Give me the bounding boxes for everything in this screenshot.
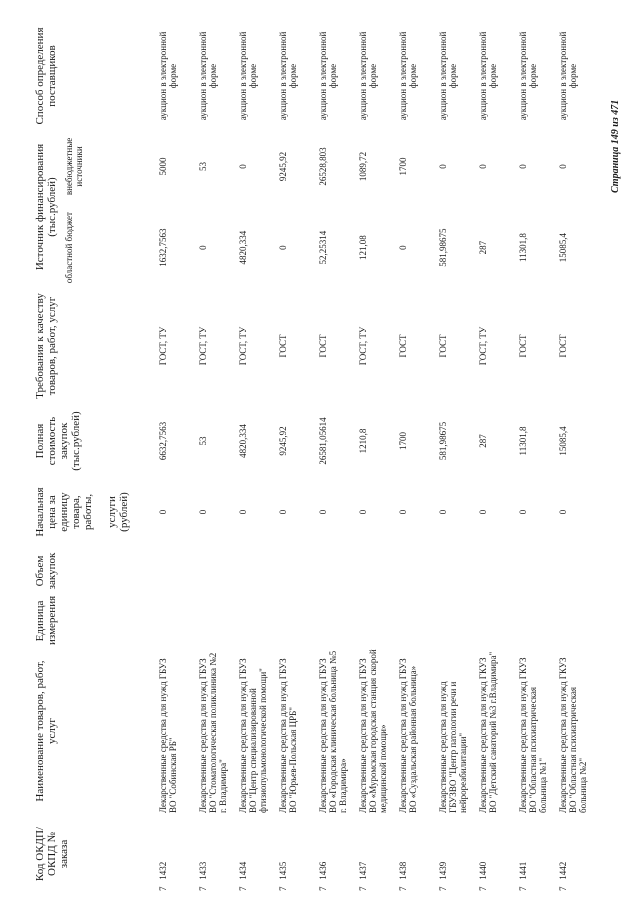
- cell-source: [438, 127, 478, 287]
- cell-requirements: ГОСТ: [398, 334, 408, 358]
- cell-method: аукцион в электронной форме: [518, 31, 538, 121]
- cell-source: [398, 127, 438, 287]
- cell-price: 0: [238, 509, 248, 515]
- cell-name: Лекарственные средства для нужд ГБУЗ ВО "Центр специализированной фтизиопульмонологической помощи": [238, 658, 268, 813]
- cell-total: 6632,7563: [158, 421, 168, 461]
- cell-unit: [478, 595, 518, 647]
- cell-code: 7 1441: [518, 861, 528, 891]
- cell-requirements: ГОСТ: [278, 334, 288, 358]
- table-row: [198, 25, 238, 893]
- cell-source: [518, 127, 558, 287]
- cell-method: аукцион в электронной форме: [238, 31, 258, 121]
- table-body: [158, 25, 598, 893]
- header-requirements: Требования к качеству товаров, работ, услуг: [34, 293, 58, 399]
- cell-regional: 15085,4: [558, 232, 568, 263]
- cell-extra: 0: [518, 164, 528, 169]
- cell-method: аукцион в электронной форме: [438, 31, 458, 121]
- cell-source: [238, 127, 278, 287]
- cell-code: 7 1437: [358, 861, 368, 891]
- cell-price: 0: [278, 509, 288, 515]
- cell-method: аукцион в электронной форме: [478, 31, 498, 121]
- cell-name: Лекарственные средства для нужд ГБУЗВО "Центр патологии речи и нейрореабилитации": [438, 681, 468, 813]
- cell-total: 9245,92: [278, 426, 288, 456]
- cell-regional: 287: [478, 240, 488, 255]
- cell-name: Лекарственные средства для нужд ГБУЗ ВО "Стоматологическая поликлиника №2 г. Владимира": [198, 652, 228, 813]
- cell-unit: [278, 595, 318, 647]
- cell-code: 7 1434: [238, 861, 248, 891]
- cell-code: 7 1435: [278, 861, 288, 891]
- cell-name: Лекарственные средства для нужд ГБУЗ ВО «Городская клиническая больница №5 г. Владимира»: [318, 650, 348, 813]
- cell-extra: 53: [198, 161, 208, 171]
- cell-total: 581,98675: [438, 421, 448, 461]
- cell-code: 7 1433: [198, 861, 208, 891]
- table-row: [438, 25, 478, 893]
- cell-price: 0: [398, 509, 408, 515]
- page-footer: Страница 149 из 471: [610, 99, 621, 193]
- header-source-sub: [64, 129, 84, 285]
- cell-volume: [558, 547, 598, 595]
- cell-volume: [398, 547, 438, 595]
- cell-regional: 581,98675: [438, 228, 448, 267]
- cell-extra: 26528,803: [318, 147, 328, 186]
- cell-method: аукцион в электронной форме: [318, 31, 338, 121]
- cell-total: 287: [478, 434, 488, 448]
- header-volume: Объем закупок: [34, 552, 58, 590]
- cell-name: Лекарственные средства для нужд ГБУЗ ВО "Юрьев-Польская ЦРБ": [278, 658, 298, 813]
- header-source-label: Источник финансирования (тыс.рублей): [34, 143, 58, 271]
- cell-code: 7 1436: [318, 861, 328, 891]
- cell-volume: [238, 547, 278, 595]
- cell-source: [558, 127, 598, 287]
- cell-source: [198, 127, 238, 287]
- cell-unit: [438, 595, 478, 647]
- cell-extra: 1700: [398, 157, 408, 176]
- cell-regional: 11301,8: [518, 233, 528, 263]
- cell-method: аукцион в электронной форме: [398, 31, 418, 121]
- cell-source: [278, 127, 318, 287]
- cell-method: аукцион в электронной форме: [558, 31, 578, 121]
- table-row: [478, 25, 518, 893]
- cell-requirements: ГОСТ: [518, 334, 528, 358]
- cell-volume: [158, 547, 198, 595]
- cell-regional: 1632,7563: [158, 228, 168, 267]
- cell-price: 0: [158, 509, 168, 515]
- cell-unit: [518, 595, 558, 647]
- cell-requirements: ГОСТ: [558, 334, 568, 358]
- cell-code: 7 1432: [158, 861, 168, 891]
- header-name: Наименование товаров, работ, услуг: [34, 660, 58, 802]
- cell-price: 0: [198, 509, 208, 515]
- cell-method: аукцион в электронной форме: [358, 31, 378, 121]
- cell-volume: [278, 547, 318, 595]
- cell-method: аукцион в электронной форме: [158, 31, 178, 121]
- cell-total: 53: [198, 436, 208, 446]
- cell-method: аукцион в электронной форме: [198, 31, 218, 121]
- header-source-regional: областной бюджет: [64, 212, 74, 284]
- cell-unit: [158, 595, 198, 647]
- cell-unit: [398, 595, 438, 647]
- cell-total: 15085,4: [558, 426, 568, 456]
- header-method: Способ определения поставщиков: [34, 27, 58, 125]
- cell-unit: [318, 595, 358, 647]
- header-unit: Единица измерения: [34, 595, 58, 645]
- table-row: [518, 25, 558, 893]
- cell-name: Лекарственные средства для нужд ГБУЗ ВО «Муромская городская станция скорой медицинской помощи»: [358, 649, 388, 813]
- cell-source: [358, 127, 398, 287]
- cell-requirements: ГОСТ: [318, 334, 328, 358]
- cell-regional: 0: [398, 245, 408, 250]
- cell-regional: 121,08: [358, 235, 368, 260]
- cell-code: 7 1440: [478, 861, 488, 891]
- header-price-label: Начальная цена за единицу товара, работы,: [34, 487, 94, 537]
- cell-extra: 0: [478, 164, 488, 169]
- cell-extra: 0: [238, 164, 248, 169]
- cell-code: 7 1438: [398, 861, 408, 891]
- cell-regional: 0: [278, 245, 288, 250]
- cell-total: 26581,05614: [318, 417, 328, 465]
- cell-source: [478, 127, 518, 287]
- cell-price: 0: [518, 509, 528, 515]
- table-row: [398, 25, 438, 893]
- cell-regional: 0: [198, 245, 208, 250]
- cell-name: Лекарственные средства для нужд ГКУЗ ВО "Областная психиатрическая больница №1": [518, 657, 548, 813]
- table-row: [318, 25, 358, 893]
- cell-volume: [518, 547, 558, 595]
- cell-extra: 5000: [158, 157, 168, 176]
- cell-method: аукцион в электронной форме: [278, 31, 298, 121]
- cell-requirements: ГОСТ, ТУ: [358, 326, 368, 366]
- cell-price: 0: [478, 509, 488, 515]
- header-total: Полная стоимость закупок (тыс.рублей): [34, 411, 82, 471]
- header-source-extra: внебюджетные источники: [64, 137, 84, 196]
- cell-source: [158, 127, 198, 287]
- cell-unit: [198, 595, 238, 647]
- cell-price: 0: [358, 509, 368, 515]
- cell-total: 4820,334: [238, 424, 248, 458]
- cell-total: 1700: [398, 432, 408, 450]
- table-row: [358, 25, 398, 893]
- header-row: [34, 25, 130, 893]
- cell-name: Лекарственные средства для нужд ГБУЗ ВО "Собинская РБ": [158, 658, 178, 813]
- cell-requirements: ГОСТ, ТУ: [198, 326, 208, 366]
- cell-name: Лекарственные средства для нужд ГКУЗ ВО "Детский санаторий №3 г.Владимира": [478, 651, 498, 813]
- cell-volume: [318, 547, 358, 595]
- cell-price: 0: [558, 509, 568, 515]
- cell-code: 7 1439: [438, 861, 448, 891]
- cell-volume: [478, 547, 518, 595]
- cell-price: 0: [318, 509, 328, 515]
- cell-total: 1210,8: [358, 428, 368, 454]
- cell-extra: 1089,72: [358, 151, 368, 182]
- table-row: [278, 25, 318, 893]
- cell-source: [318, 127, 358, 287]
- cell-unit: [558, 595, 598, 647]
- header-price-services: услуги (рублей): [106, 492, 130, 532]
- cell-volume: [198, 547, 238, 595]
- cell-requirements: ГОСТ: [438, 334, 448, 358]
- cell-price: 0: [438, 509, 448, 515]
- header-source: [34, 127, 130, 287]
- cell-name: Лекарственные средства для нужд ГКУЗ ВО "Областная психиатрическая больница №2": [558, 657, 588, 813]
- cell-requirements: ГОСТ, ТУ: [478, 326, 488, 366]
- table-row: [558, 25, 598, 893]
- table-row: [238, 25, 278, 893]
- cell-regional: 4820,334: [238, 230, 248, 265]
- header-code: Код ОКДП/ ОКПД № заказа: [34, 826, 70, 882]
- cell-extra: 0: [438, 164, 448, 169]
- cell-code: 7 1442: [558, 861, 568, 891]
- procurement-table: [34, 25, 598, 893]
- cell-requirements: ГОСТ, ТУ: [238, 326, 248, 366]
- cell-regional: 52,25314: [318, 230, 328, 265]
- cell-extra: 0: [558, 164, 568, 169]
- cell-unit: [238, 595, 278, 647]
- cell-extra: 9245,92: [278, 151, 288, 182]
- header-price: [34, 477, 130, 547]
- cell-unit: [358, 595, 398, 647]
- cell-name: Лекарственные средства для нужд ГБУЗ ВО «Суздальская районная больница»: [398, 658, 418, 813]
- cell-total: 11301,8: [518, 426, 528, 456]
- cell-volume: [438, 547, 478, 595]
- table-row: [158, 25, 198, 893]
- cell-volume: [358, 547, 398, 595]
- cell-requirements: ГОСТ, ТУ: [158, 326, 168, 366]
